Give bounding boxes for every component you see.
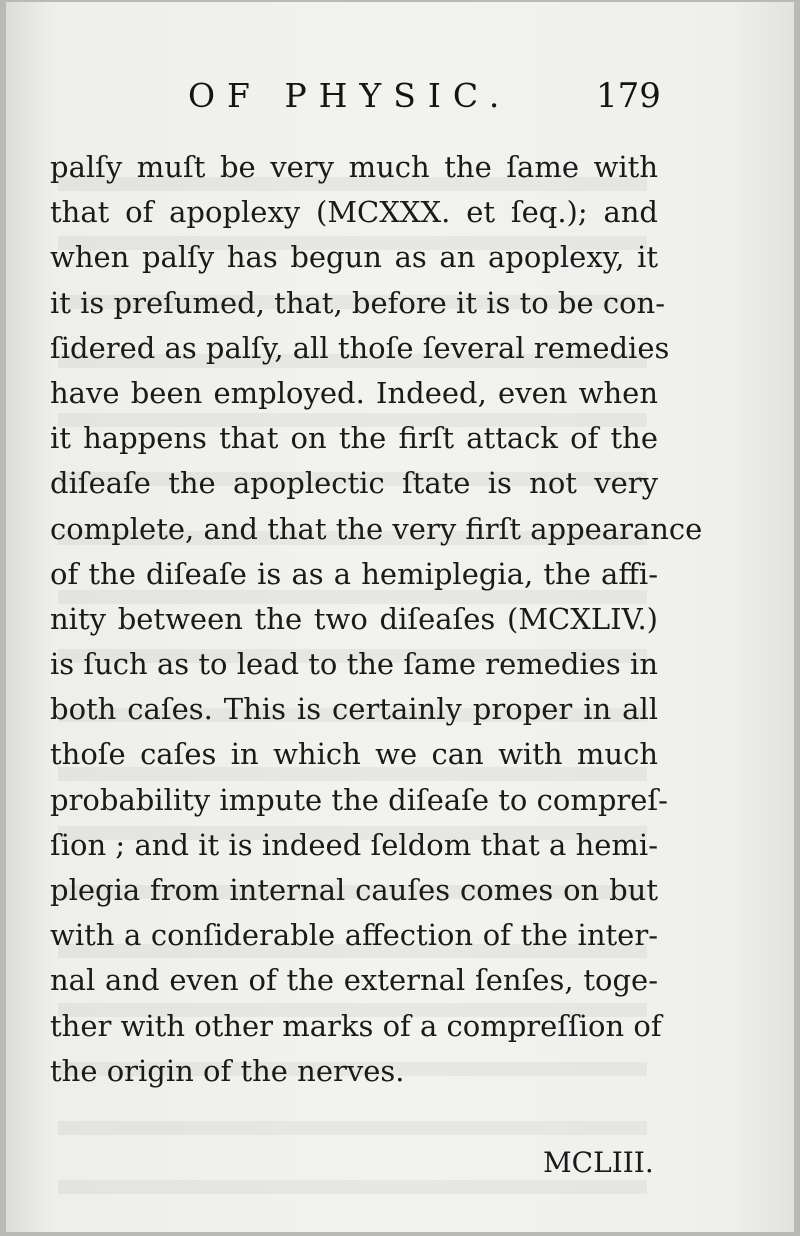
text-line: of the diſeaſe is as a hemiplegia, the affi- xyxy=(50,556,658,591)
text-line: palſy muſt be very much the ſame with xyxy=(50,150,658,184)
page-number: 179 xyxy=(596,76,661,116)
book-page xyxy=(6,2,794,1232)
text-line: probability impute the diſeaſe to compreſ- xyxy=(50,782,668,817)
text-line: that of apoplexy (MCXXX. et ſeq.); and xyxy=(50,195,658,230)
text-line: diſeaſe the apoplectic ſtate is not very xyxy=(50,466,658,501)
text-line: nity between the two diſeaſes (MCXLIV.) xyxy=(50,601,658,636)
text-line: complete, and that the very firſt appearance xyxy=(50,511,703,546)
text-line: the origin of the nerves. xyxy=(50,1053,405,1088)
text-line: ther with other marks of a compreſſion of xyxy=(50,1008,662,1043)
text-line: ſidered as palſy, all thoſe ſeveral remedies xyxy=(50,330,670,365)
text-line: it is preſumed, that, before it is to be con- xyxy=(50,285,666,320)
catchword: MCLIII. xyxy=(543,1146,654,1179)
text-line: plegia from internal cauſes comes on but xyxy=(50,873,658,907)
running-head xyxy=(6,76,794,126)
text-line: thoſe caſes in which we can with much xyxy=(50,737,658,772)
body-text xyxy=(50,145,703,1094)
text-line: with a conſiderable affection of the inter- xyxy=(50,918,658,953)
running-title: OF PHYSIC. xyxy=(188,76,512,115)
text-line: ſion ; and it is indeed ſeldom that a hemi- xyxy=(50,827,658,862)
text-line: have been employed. Indeed, even when xyxy=(50,375,658,410)
text-line: when palſy has begun as an apoplexy, it xyxy=(50,240,658,275)
text-line: is ſuch as to lead to the ſame remedies in xyxy=(50,647,658,682)
text-line: nal and even of the external ſenſes, toge- xyxy=(50,963,658,998)
text-line: both caſes. This is certainly proper in all xyxy=(50,692,658,727)
text-line: it happens that on the firſt attack of the xyxy=(50,421,658,456)
